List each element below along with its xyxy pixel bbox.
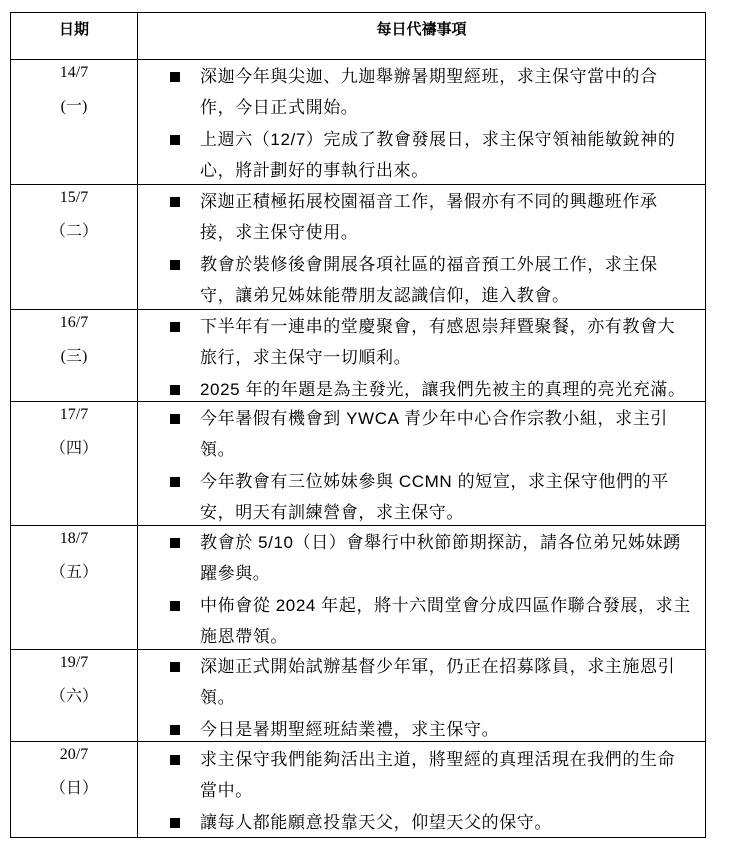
date-label: 18/7	[59, 530, 89, 547]
weekday-label: （五）	[49, 564, 98, 581]
table-row	[11, 526, 705, 650]
square-bullet-icon	[170, 662, 180, 672]
weekday-label: (三)	[60, 348, 88, 365]
weekday-label: （二）	[49, 223, 98, 240]
prayer-item-line: 上週六（12/7）完成了教會發展日，求主保守領袖能敏銳神的	[200, 130, 676, 149]
prayer-item	[170, 745, 705, 806]
prayer-item	[170, 187, 705, 248]
prayer-item	[170, 250, 705, 309]
date-label: 17/7	[59, 406, 89, 423]
date-label: 15/7	[59, 189, 89, 206]
prayer-items-cell	[138, 526, 705, 649]
prayer-item-line: 當中。	[200, 780, 253, 800]
prayer-item-line: 領。	[200, 687, 236, 707]
date-cell	[11, 310, 138, 401]
square-bullet-icon	[170, 601, 180, 611]
prayer-item-line: 守，讓弟兄姊妹能帶朋友認識信仰，進入教會。	[200, 285, 570, 305]
header-items-label: 每日代禱事項	[376, 21, 467, 38]
prayer-item-line: 求主保守我們能夠活出主道，將聖經的真理活現在我們的生命	[200, 750, 676, 769]
table-row	[11, 60, 705, 185]
date-cell	[11, 60, 138, 184]
header-items-cell	[138, 13, 705, 59]
prayer-item	[170, 125, 705, 184]
date-label: 14/7	[59, 64, 89, 81]
weekday-label: （日）	[49, 780, 98, 797]
weekday-label: （四）	[49, 440, 98, 457]
date-label: 19/7	[59, 654, 89, 671]
prayer-item	[170, 652, 705, 713]
square-bullet-icon	[170, 818, 180, 828]
square-bullet-icon	[170, 755, 180, 765]
prayer-item-line: 領。	[200, 439, 236, 459]
prayer-item-line: 躍參與。	[200, 563, 271, 583]
prayer-item-line: 旅行，求主保守一切順利。	[200, 347, 412, 367]
prayer-item-line: 接，求主保守使用。	[200, 222, 359, 242]
prayer-item-line: 下半年有一連串的堂慶聚會，有感恩崇拜暨聚餐，亦有教會大	[200, 317, 676, 336]
square-bullet-icon	[170, 260, 180, 270]
date-cell	[11, 402, 138, 525]
prayer-item-line: 作，今日正式開始。	[200, 97, 359, 117]
date-cell	[11, 650, 138, 741]
prayer-items-cell	[138, 185, 705, 309]
prayer-item	[170, 808, 705, 837]
prayer-items-cell	[138, 402, 705, 525]
prayer-item	[170, 62, 705, 123]
square-bullet-icon	[170, 538, 180, 548]
table-row	[11, 185, 705, 310]
weekday-label: (一)	[60, 98, 88, 115]
date-label: 20/7	[59, 746, 89, 763]
prayer-item-line: 教會於裝修後會開展各項社區的福音預工外展工作，求主保	[200, 255, 658, 274]
prayer-item-line: 今日是暑期聖經班結業禮，求主保守。	[200, 720, 500, 739]
prayer-item	[170, 375, 705, 401]
prayer-item	[170, 591, 705, 649]
prayer-item	[170, 528, 705, 589]
prayer-item-line: 深迦今年與尖迦、九迦舉辦暑期聖經班，求主保守當中的合	[200, 67, 658, 86]
prayer-item-line: 施恩帶領。	[200, 626, 288, 646]
prayer-schedule-table	[10, 12, 706, 838]
prayer-items-cell	[138, 650, 705, 741]
header-date-cell	[11, 13, 138, 59]
square-bullet-icon	[170, 197, 180, 207]
table-row	[11, 310, 705, 402]
prayer-items-cell	[138, 60, 705, 184]
weekday-label: （六）	[49, 688, 98, 705]
square-bullet-icon	[170, 135, 180, 145]
prayer-item	[170, 467, 705, 525]
prayer-item-line: 教會於 5/10（日）會舉行中秋節節期探訪，請各位弟兄姊妹踴	[200, 533, 681, 552]
date-label: 16/7	[59, 314, 89, 331]
prayer-item-line: 今年教會有三位姊妹參與 CCMN 的短宣，求主保守他們的平	[200, 472, 669, 491]
table-row	[11, 742, 705, 838]
square-bullet-icon	[170, 322, 180, 332]
prayer-item-line: 2025 年的年題是為主發光，讓我們先被主的真理的亮光充滿。	[200, 380, 686, 399]
square-bullet-icon	[170, 477, 180, 487]
prayer-item-line: 安，明天有訓練營會，求主保守。	[200, 502, 464, 522]
prayer-item-line: 深迦正積極拓展校園福音工作，暑假亦有不同的興趣班作承	[200, 192, 658, 211]
table-header-row	[11, 13, 705, 60]
square-bullet-icon	[170, 385, 180, 395]
prayer-item-line: 心，將計劃好的事執行出來。	[200, 160, 429, 180]
prayer-item-line: 深迦正式開始試辦基督少年軍，仍正在招募隊員，求主施恩引	[200, 657, 676, 676]
prayer-item	[170, 312, 705, 373]
date-cell	[11, 526, 138, 649]
table-row	[11, 402, 705, 526]
header-date-label: 日期	[58, 21, 89, 38]
prayer-item-line: 讓每人都能願意投靠天父，仰望天父的保守。	[200, 813, 552, 832]
square-bullet-icon	[170, 725, 180, 735]
prayer-items-cell	[138, 742, 705, 837]
square-bullet-icon	[170, 72, 180, 82]
table-row	[11, 650, 705, 742]
prayer-item	[170, 715, 705, 741]
date-cell	[11, 742, 138, 837]
prayer-item	[170, 404, 705, 465]
prayer-item-line: 今年暑假有機會到 YWCA 青少年中心合作宗教小組，求主引	[200, 409, 668, 428]
square-bullet-icon	[170, 414, 180, 424]
date-cell	[11, 185, 138, 309]
prayer-item-line: 中佈會從 2024 年起，將十六間堂會分成四區作聯合發展，求主	[200, 596, 691, 615]
prayer-items-cell	[138, 310, 705, 401]
